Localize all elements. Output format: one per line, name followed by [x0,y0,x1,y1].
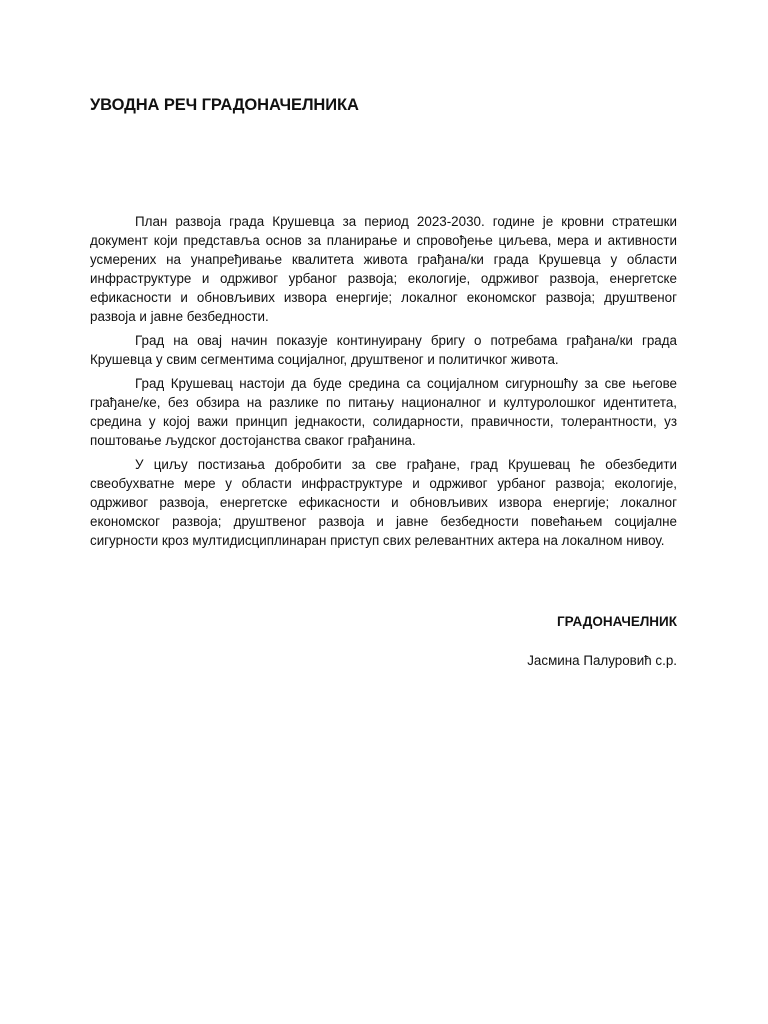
paragraph-4: У циљу постизања добробити за све грађане, град Крушевац ће обезбедити свеобухватне мере у области инфраструктуре и одрживог урбаног развоја; екологије, одрживог развоја, енергетске ефикасности и обновљивих извора енергије; локалног економског развоја; друштвеног развоја и јавне безбедности повећањем социјалне сигурности кроз мултидисциплинаран приступ свих релевантних актера на локалном нивоу. [90,457,677,548]
page-title: УВОДНА РЕЧ ГРАДОНАЧЕЛНИКА [90,96,359,114]
paragraph-3: Град Крушевац настоји да буде средина са социјалном сигурношћу за све његове грађане/ке, без обзира на разлике по питању националног и културолошког идентитета, средина у којој важи принцип једнакости, солидарности, правичности, толерантности, уз поштовање људског достојанства сваког грађанина. [90,376,677,448]
signature-name: Јасмина Палуровић с.р. [527,653,677,668]
paragraph-2: Град на овај начин показује континуирану бригу о потребама грађана/ки града Крушевца у свим сегментима социјалног, друштвеног и политичког живота. [90,333,677,367]
paragraph-1: План развоја града Крушевца за период 2023-2030. године је кровни стратешки документ који представља основ за планирање и спровођење циљева, мера и активности усмерених на унапређивање квалитета живота грађана/ки града Крушевца у области инфраструктуре и одрживог урбаног развоја; екологије, одрживог развоја, енергетске ефикасности и обновљивих извора енергије; локалног економског развоја; друштвеног развоја и јавне безбедности. [90,214,677,324]
signature-title: ГРАДОНАЧЕЛНИК [557,614,677,629]
body-text [90,212,677,555]
